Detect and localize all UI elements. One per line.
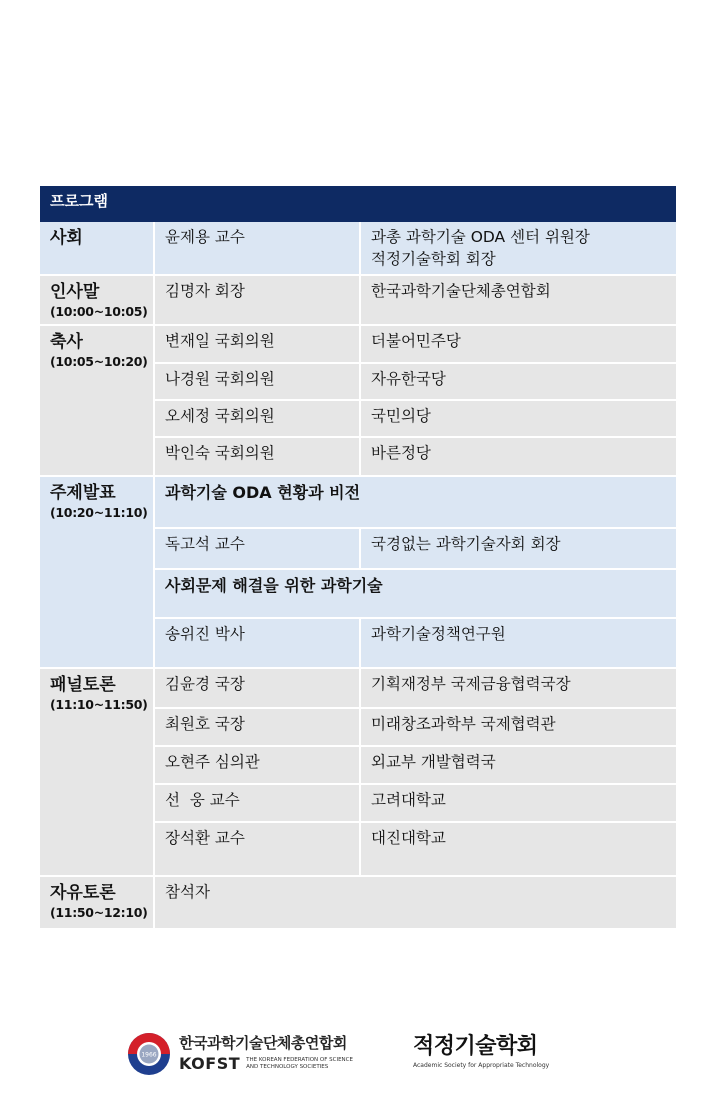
- section-time: (10:00~10:05): [50, 304, 148, 319]
- kofst-english-name: THE KOREAN FEDERATION OF SCIENCE AND TECHNOLOGY SOCIETIES: [246, 1057, 353, 1070]
- program-section: [40, 669, 676, 877]
- section-title: 사회: [50, 228, 83, 248]
- section-time: (10:20~11:10): [50, 505, 148, 520]
- affiliation-line: 자유한국당: [371, 370, 446, 388]
- speaker-name: 김윤경 국장: [155, 669, 361, 707]
- speaker-affiliation: [361, 401, 676, 436]
- kofst-korean-name: 한국과학기술단체총연합회: [179, 1034, 347, 1052]
- footer-logos: [0, 1030, 710, 1080]
- svg-text:1966: 1966: [141, 1051, 157, 1059]
- program-row: [155, 823, 676, 875]
- kofst-emblem-icon: [125, 1032, 173, 1076]
- affiliation-line: 국경없는 과학기술자회 회장: [371, 535, 561, 553]
- program-header: 프로그램: [40, 186, 676, 222]
- topic-title: 사회문제 해결을 위한 과학기술: [155, 570, 676, 619]
- affiliation-line: 기획재정부 국제금융협력국장: [371, 675, 571, 693]
- society-logo: [413, 1034, 549, 1070]
- section-time: (11:10~11:50): [50, 697, 148, 712]
- participant-name: 참석자: [165, 883, 210, 901]
- speaker-affiliation: [361, 619, 676, 667]
- speaker-name: 송위진 박사: [155, 619, 361, 667]
- section-title: 축사: [50, 332, 83, 352]
- program-section: [40, 326, 676, 477]
- speaker-affiliation: [361, 823, 676, 875]
- affiliation-line: 과학기술정책연구원: [371, 625, 506, 643]
- section-title: 인사말: [50, 282, 100, 302]
- speaker-name: 김명자 회장: [155, 276, 361, 324]
- kofst-logo: [125, 1032, 366, 1076]
- section-label: [40, 222, 155, 274]
- speaker-affiliation: [361, 529, 676, 568]
- affiliation-line: 바른정당: [371, 444, 431, 462]
- speaker-affiliation: [361, 709, 676, 745]
- program-section: [40, 222, 676, 276]
- speaker-name: 최원호 국장: [155, 709, 361, 745]
- affiliation-line: 더불어민주당: [371, 332, 461, 350]
- speaker-affiliation: [361, 438, 676, 475]
- society-english-name: Academic Society for Appropriate Technology: [413, 1062, 550, 1069]
- section-title: 패널토론: [50, 675, 116, 695]
- speaker-name: 윤제용 교수: [155, 222, 361, 274]
- program-section: [40, 877, 676, 930]
- affiliation-line: 한국과학기술단체총연합회: [371, 282, 551, 300]
- speaker-name: 선 웅 교수: [155, 785, 361, 821]
- speaker-name: 박인숙 국회의원: [155, 438, 361, 475]
- speaker-name: 나경원 국회의원: [155, 364, 361, 399]
- section-title: 자유토론: [50, 883, 116, 903]
- program-row: [155, 438, 676, 475]
- affiliation-line: 미래창조과학부 국제협력관: [371, 715, 556, 733]
- program-section: [40, 276, 676, 326]
- program-row: [155, 401, 676, 438]
- program-row: [155, 785, 676, 823]
- program-row: [155, 276, 676, 324]
- speaker-name: 장석환 교수: [155, 823, 361, 875]
- program-row: [155, 619, 676, 667]
- section-label: [40, 877, 155, 928]
- speaker-name: 오세정 국회의원: [155, 401, 361, 436]
- affiliation-line: 외교부 개발협력국: [371, 753, 496, 771]
- affiliation-line: 고려대학교: [371, 791, 446, 809]
- program-row: [155, 364, 676, 401]
- affiliation-line: 적정기술학회 회장: [371, 250, 496, 268]
- section-time: (11:50~12:10): [50, 905, 148, 920]
- section-label: [40, 276, 155, 324]
- section-label: [40, 477, 155, 667]
- program-row: [155, 529, 676, 570]
- kofst-abbr: KOFST: [179, 1054, 241, 1073]
- section-title: 주제발표: [50, 483, 116, 503]
- program-row: [155, 709, 676, 747]
- speaker-name: 오현주 심의관: [155, 747, 361, 783]
- speaker-affiliation: [361, 364, 676, 399]
- society-korean-name: 적정기술학회: [413, 1034, 538, 1059]
- affiliation-line: 과총 과학기술 ODA 센터 위원장: [371, 228, 590, 246]
- program-row: [155, 326, 676, 364]
- program-row: [155, 747, 676, 785]
- section-label: [40, 326, 155, 475]
- speaker-name: 독고석 교수: [155, 529, 361, 568]
- affiliation-line: 국민의당: [371, 407, 431, 425]
- speaker-affiliation: [361, 669, 676, 707]
- speaker-affiliation: [361, 747, 676, 783]
- program-row: [155, 669, 676, 709]
- speaker-affiliation: [361, 276, 676, 324]
- affiliation-line: 대진대학교: [371, 829, 446, 847]
- topic-title: 과학기술 ODA 현황과 비전: [155, 477, 676, 529]
- program-table: [40, 186, 676, 930]
- speaker-affiliation: [361, 222, 676, 274]
- speaker-name: 변재일 국회의원: [155, 326, 361, 362]
- speaker-affiliation: [361, 785, 676, 821]
- section-label: [40, 669, 155, 875]
- section-time: (10:05~10:20): [50, 354, 148, 369]
- program-row: [155, 877, 676, 928]
- program-row: [155, 222, 676, 274]
- program-section: [40, 477, 676, 669]
- speaker-affiliation: [361, 326, 676, 362]
- program-sections: [40, 222, 676, 930]
